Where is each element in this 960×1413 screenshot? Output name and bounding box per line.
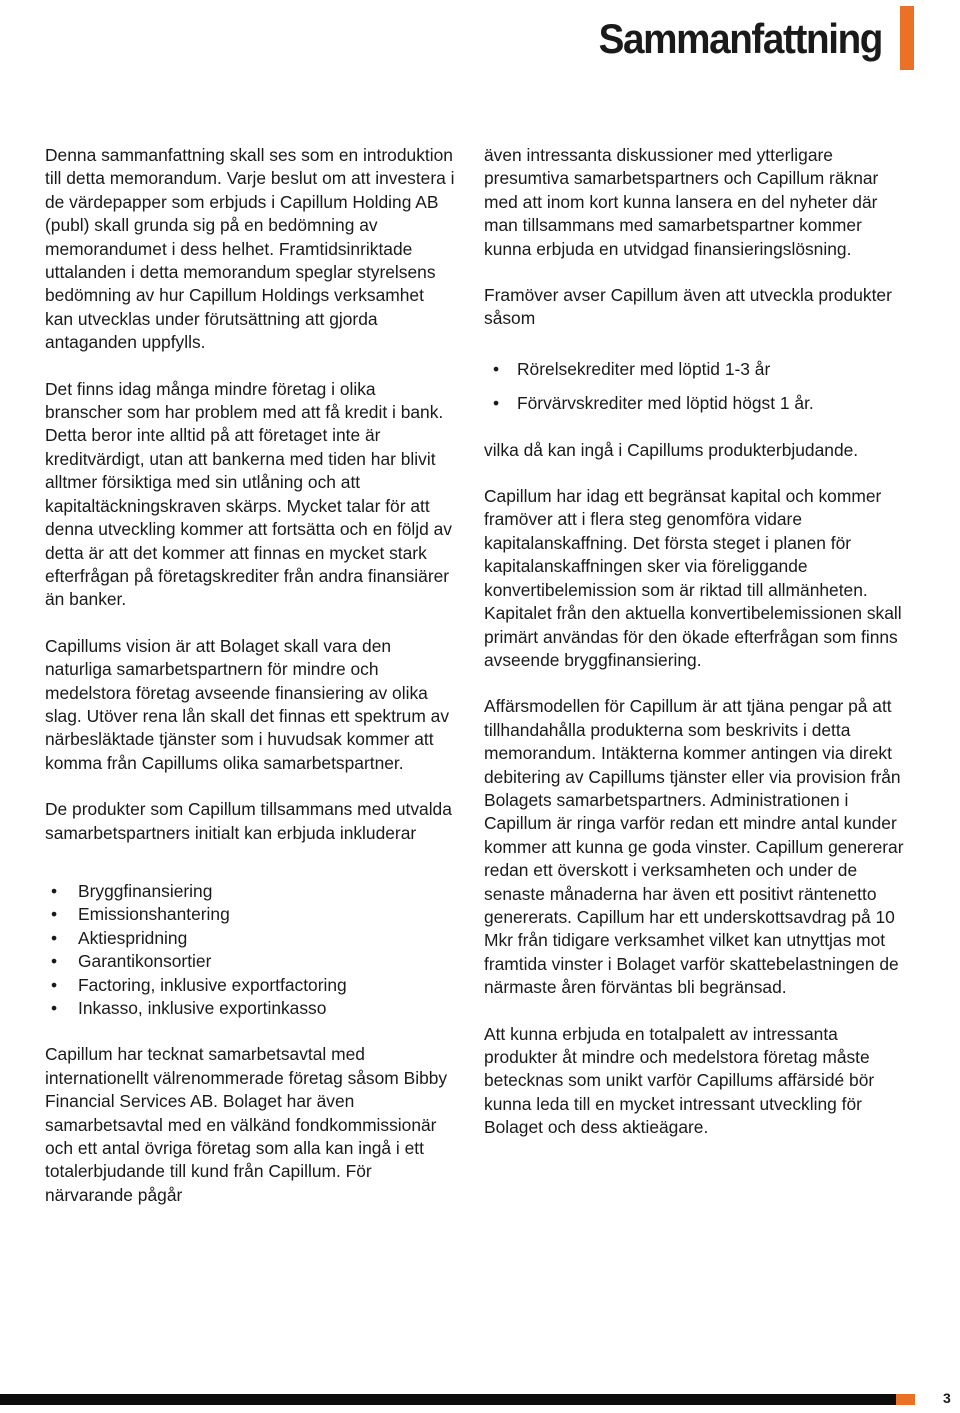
- intro-paragraph: Denna sammanfattning skall ses som en introduktion till detta memorandum. Varje beslut om att investera i de värdepapper som erbjuds i Capillum Holding AB (publ) skall grunda sig på en bedömning av memorandumet i dess helhet. Framtidsinriktade uttalanden i detta memorandum speglar styrelsens bedömning av hur Capillum Holdings verksamhet kan utvecklas under förutsättning att gjorda antaganden uppfylls.: [45, 145, 455, 353]
- right-column: [484, 144, 904, 1163]
- footer-bar: [0, 1394, 896, 1405]
- header-accent-bar: [900, 6, 914, 70]
- list-item: • Garantikonsortier: [78, 950, 455, 973]
- footer-accent-bar: [896, 1394, 915, 1405]
- business-model-paragraph: Affärsmodellen för Capillum är att tjäna pengar på att tillhandahålla produkterna som beskrivits i detta memorandum. Intäkterna kommer antingen via direkt debitering av Capillums tjänster eller via provision från Bolagets samarbetspartners. Administrationen i Capillum är ringa varför redan ett mindre antal kunder kommer att kunna ge goda vinster. Capillum genererar redan ett överskott i verksamheten och under de senaste månaderna har även ett positivt räntenetto genererats. Capillum har ett underskottsavdrag på 10 Mkr från tidigare verksamhet vilket kan utnyttjas mot framtida vinster i Bolaget varför skattebelastningen de närmaste åren förväntas bli begränsad.: [484, 696, 904, 998]
- list-item: • Emissionshantering: [78, 903, 455, 926]
- market-paragraph: Det finns idag många mindre företag i olika branscher som har problem med att få kredit i bank. Detta beror inte alltid på att företaget inte är kreditvärdigt, utan att bankerna med tiden har blivit alltmer försiktiga med sin utlåning och att kapitaltäckningskraven skärps. Mycket talar för att denna utveckling kommer att fortsätta och en följd av detta är att det kommer att finnas en mycket stark efterfrågan på företagskrediter från andra finansiärer än banker.: [45, 378, 452, 610]
- product-offer-paragraph: vilka då kan ingå i Capillums produkterbjudande.: [484, 439, 859, 460]
- conclusion-paragraph: Att kunna erbjuda en totalpalett av intressanta produkter åt mindre och medelstora företag måste betecknas som unikt varför Capillums affärsidé bör kunna leda till en mycket intressant utveckling för Bolaget och dess aktieägare.: [484, 1023, 875, 1138]
- list-item: • Rörelsekrediter med löptid 1-3 år: [517, 358, 904, 381]
- list-item: • Förvärvskrediter med löptid högst 1 år.: [517, 392, 904, 415]
- list-item: • Bryggfinansiering: [78, 880, 455, 903]
- capital-paragraph: Capillum har idag ett begränsat kapital och kommer framöver att i flera steg genomföra vidare kapitalanskaffning. Det första steget i planen för kapitalanskaffningen sker via föreliggande konvertibelemission som är riktad till allmänheten. Kapitalet från den aktuella konvertibelemissionen skall primärt användas för den ökade efterfrågan som finns avseende bryggfinansiering.: [484, 486, 902, 670]
- left-column: [45, 144, 455, 1230]
- list-item: • Aktiespridning: [78, 927, 455, 950]
- page-number: 3: [943, 1390, 951, 1406]
- products-intro-paragraph: De produkter som Capillum tillsammans med utvalda samarbetspartners initialt kan erbjuda inkluderar: [45, 799, 452, 843]
- vision-paragraph: Capillums vision är att Bolaget skall vara den naturliga samarbetspartnern för mindre och medelstora företag avseende finansiering av olika slag. Utöver rena lån skall det finnas ett spektrum av närbesläktade tjänster som i huvudsak kommer att komma från Capillums olika samarbetspartner.: [45, 635, 450, 773]
- product-list: [45, 880, 455, 1020]
- partners-paragraph: Capillum har tecknat samarbetsavtal med internationellt välrenommerade företag såsom Bibby Financial Services AB. Bolaget har även samarbetsavtal med en välkänd fondkommissionär och ett antal övriga företag som alla kan ingå i ett totalerbjudande till kund från Capillum. För närvarande pågår: [45, 1044, 448, 1205]
- page-title: Sammanfattning: [598, 15, 882, 62]
- list-item: • Inkasso, inklusive exportinkasso: [78, 997, 455, 1020]
- future-products-intro-paragraph: Framöver avser Capillum även att utveckla produkter såsom: [484, 285, 892, 329]
- discussions-paragraph: även intressanta diskussioner med ytterligare presumtiva samarbetspartners och Capillum räknar med att inom kort kunna lansera en del nyheter där man tillsammans med samarbetspartner kommer kunna erbjuda en utvidgad finansieringslösning.: [484, 145, 879, 259]
- future-product-list: [484, 358, 904, 416]
- list-item: • Factoring, inklusive exportfactoring: [78, 974, 455, 997]
